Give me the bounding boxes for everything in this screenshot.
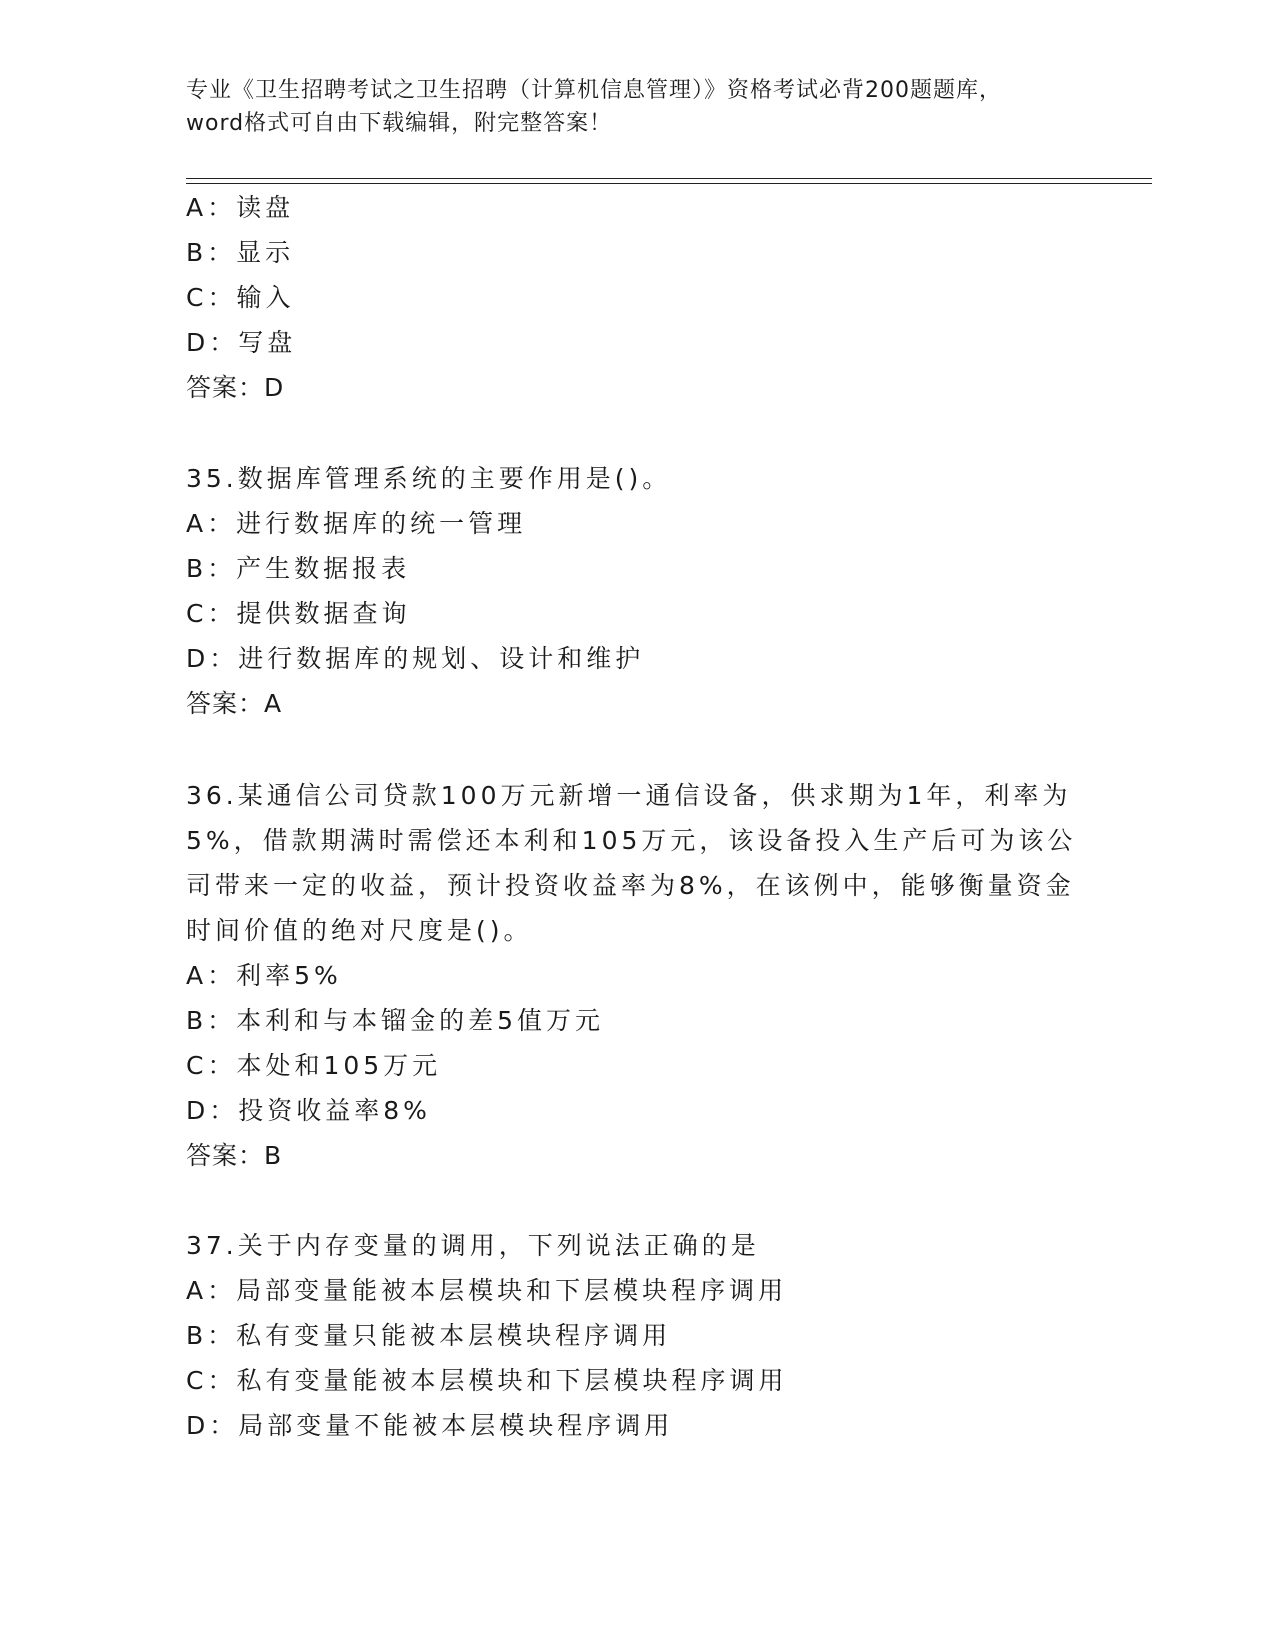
header-line-1: 专业《卫生招聘考试之卫生招聘（计算机信息管理）》资格考试必背200题题库， [186,78,1002,103]
q37-option-b: B：私有变量只能被本层模块程序调用 [186,1321,672,1350]
header-line-2: word格式可自由下载编辑，附完整答案！ [186,111,613,136]
q36-option-a: A：利率5% [186,961,342,990]
document-header [186,74,1066,140]
q36-stem-line-3: 司带来一定的收益，预计投资收益率为8%，在该例中，能够衡量资金 [186,871,1075,900]
header-divider-bottom [186,183,1152,184]
q37-option-a: A：局部变量能被本层模块和下层模块程序调用 [186,1276,788,1305]
q35-option-a: A：进行数据库的统一管理 [186,509,527,538]
q36-stem-line-1: 36.某通信公司贷款100万元新增一通信设备，供求期为1年，利率为 [186,781,1072,810]
q37-option-c: C：私有变量能被本层模块和下层模块程序调用 [186,1366,788,1395]
q35-option-b: B：产生数据报表 [186,554,411,583]
q34-option-a: A：读盘 [186,193,295,222]
q36-option-c: C：本处和105万元 [186,1051,442,1080]
q35-option-c: C：提供数据查询 [186,599,411,628]
q34-option-c: C：输入 [186,283,295,312]
q34-answer: 答案：D [186,373,285,402]
q36-answer: 答案：B [186,1141,283,1170]
q34-option-b: B：显示 [186,238,295,267]
q36-option-b: B：本利和与本镏金的差5值万元 [186,1006,605,1035]
q36-stem-line-4: 时间价值的绝对尺度是()。 [186,916,533,945]
q36-option-d: D：投资收益率8% [186,1096,431,1125]
q36-stem-line-2: 5%，借款期满时需偿还本利和105万元，该设备投入生产后可为该公 [186,826,1077,855]
q35-option-d: D：进行数据库的规划、设计和维护 [186,644,645,673]
q35-answer: 答案：A [186,689,283,718]
header-divider-top [186,178,1152,179]
q34-option-d: D：写盘 [186,328,297,357]
q35-stem: 35.数据库管理系统的主要作用是()。 [186,464,672,493]
q37-stem: 37.关于内存变量的调用，下列说法正确的是 [186,1231,760,1260]
q37-option-d: D：局部变量不能被本层模块程序调用 [186,1411,674,1440]
